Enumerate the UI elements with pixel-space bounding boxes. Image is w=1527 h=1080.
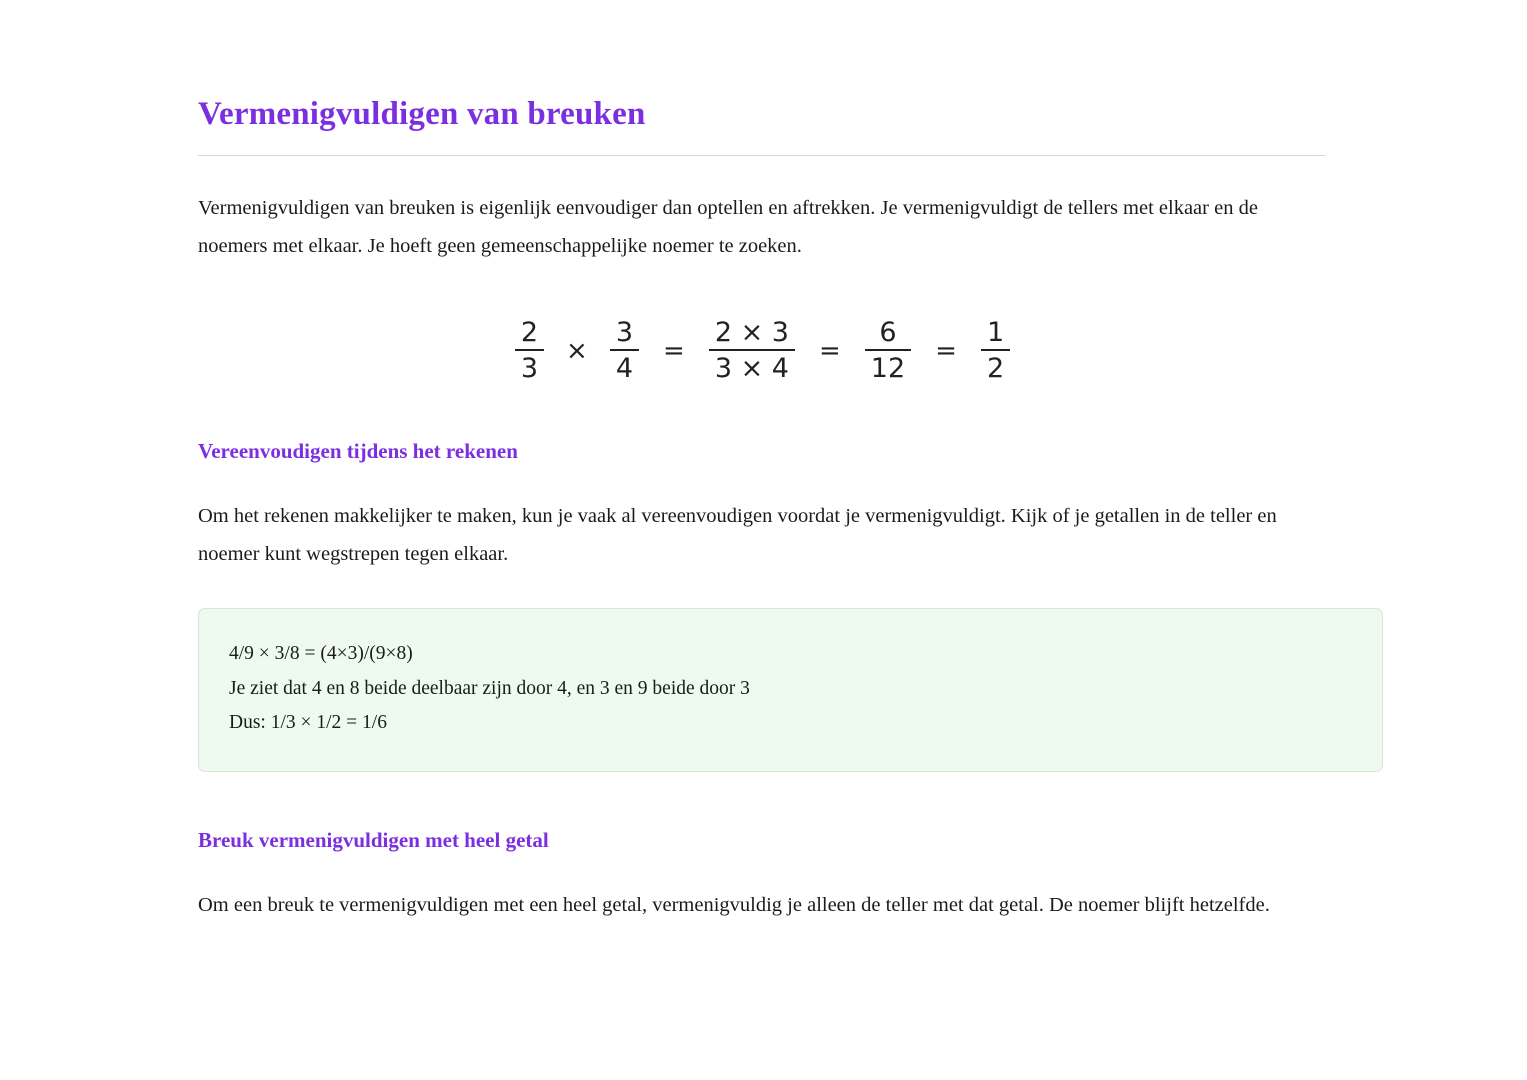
callout-line: 4/9 × 3/8 = (4×3)/(9×8) [229,643,413,664]
multiplication-sign: × [566,335,588,366]
fraction-denominator: 4 [610,349,639,383]
intro-paragraph: Vermenigvuldigen van breuken is eigenlijk eenvoudiger dan optellen en aftrekken. Je vermenigvuldigt de tellers met elkaar en de noemers met elkaar. Je hoeft geen gemeenschappelijke noemer te zoeken. [198,197,1258,257]
fraction-denominator: 12 [865,349,911,383]
fraction-numerator: 6 [879,316,897,348]
equals-sign: = [663,335,685,366]
fraction-numerator: 3 [615,316,634,348]
section-heading-whole-number: Breuk vermenigvuldigen met heel getal [198,828,549,853]
fraction-numerator: 1 [986,316,1005,348]
fraction-one-half [981,318,1010,383]
fraction-denominator: 3 × 4 [709,349,795,383]
page-title: Vermenigvuldigen van breuken [198,96,646,132]
fraction-numerator: 2 [520,316,539,348]
equals-sign: = [935,335,957,366]
section-paragraph-simplify: Om het rekenen makkelijker te maken, kun je vaak al vereenvoudigen voordat je vermenigvuldigt. Kijk of je getallen in de teller en noemer kunt wegstrepen tegen elkaar. [198,505,1277,566]
section-paragraph-whole-number: Om een breuk te vermenigvuldigen met een heel getal, vermenigvuldig je alleen de teller met dat getal. De noemer blijft hetzelfde. [198,894,1270,917]
bottom-spacer [198,925,1327,935]
fraction-three-quarters [610,318,639,383]
fraction-denominator: 2 [981,349,1010,383]
title-divider [198,155,1326,156]
fraction-two-thirds [515,318,544,383]
equals-sign: = [818,335,841,366]
fraction-numerator: 2 × 3 [714,316,789,348]
fraction-six-twelfths [865,318,911,383]
multiplication-formula [198,318,1327,383]
fraction-expanded [709,318,795,383]
fraction-denominator: 3 [515,349,544,383]
example-callout [198,608,1383,772]
callout-line: Dus: 1/3 × 1/2 = 1/6 [229,712,387,734]
section-heading-simplify: Vereenvoudigen tijdens het rekenen [198,439,518,464]
formula-row [511,318,1014,383]
callout-line: Je ziet dat 4 en 8 beide deelbaar zijn door 4, en 3 en 9 beide door 3 [229,677,750,699]
